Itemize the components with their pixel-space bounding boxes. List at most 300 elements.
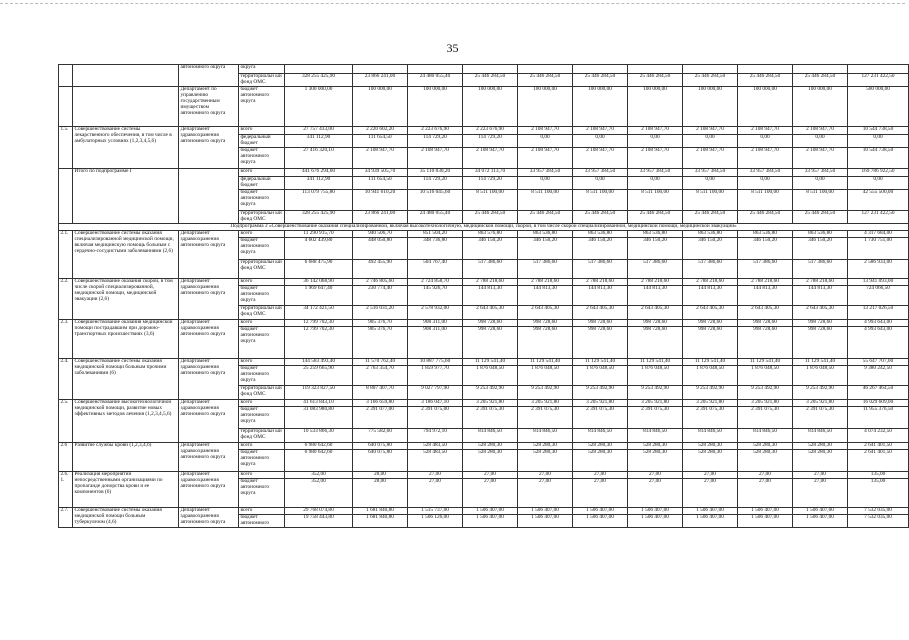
amount-cell: 2 746 805,60 (353, 279, 408, 286)
amount-cell: 27,00 (793, 472, 848, 479)
amount-cell: 100 000,00 (353, 87, 408, 127)
amount-cell: 27,00 (683, 479, 738, 508)
amount-cell: 33 957 384,50 (573, 169, 628, 177)
amount-cell: 863 536,80 (683, 231, 738, 238)
amount-cell: 25 446 284,50 (683, 74, 738, 87)
amount-cell: 3 205 921,80 (518, 400, 573, 407)
amount-cell: 2 391 077,00 (353, 407, 408, 429)
funding-source: бюджет автономного округа (239, 479, 285, 508)
budget-table-body (59, 65, 909, 528)
amount-cell: 25 446 284,50 (518, 211, 573, 224)
responsible-executor: Департамент здравоохранения автономного округа (179, 359, 239, 400)
funding-source: бюджет автономного округа (239, 87, 285, 127)
amount-cell: 25 446 284,50 (518, 74, 573, 87)
amount-cell: 2 108 947,70 (518, 127, 573, 135)
measure-name: Совершенствование системы оказания медицинской помощи больным туберкулезом (4,6) (73, 508, 179, 528)
amount-cell: 9 253 492,90 (573, 386, 628, 400)
amount-cell: 328 255 425,90 (285, 74, 353, 87)
amount-cell: 144 813,30 (628, 286, 683, 306)
amount-cell: 851 504,20 (408, 231, 463, 238)
amount-cell: 34 939 505,70 (353, 169, 408, 177)
amount-cell: 528 280,30 (738, 450, 793, 472)
funding-source: бюджет автономного округа (239, 450, 285, 472)
amount-cell: 1 681 840,80 (353, 508, 408, 515)
amount-cell: 441 676 294,60 (285, 169, 353, 177)
amount-cell: 2 108 947,70 (683, 127, 738, 135)
measure-name (73, 65, 179, 87)
funding-source: территориальн ый фонд ОМС (239, 260, 285, 279)
amount-cell: 0,00 (848, 135, 909, 148)
amount-cell: 2 108 947,70 (628, 148, 683, 169)
amount-cell: 863 576,80 (463, 231, 518, 238)
amount-cell: 0,00 (518, 135, 573, 148)
amount-cell: 528 280,30 (793, 450, 848, 472)
amount-cell: 1 506 407,00 (573, 515, 628, 528)
amount-cell: 24 480 055,40 (408, 74, 463, 87)
responsible-executor: Департамент здравоохранения автономного округа (179, 508, 239, 528)
funding-source: всего (239, 127, 285, 135)
amount-cell: 2 108 947,70 (793, 127, 848, 135)
amount-cell: 0,00 (793, 177, 848, 190)
amount-cell: 998 728,60 (573, 327, 628, 359)
funding-source: федеральный бюджет (239, 177, 285, 190)
funding-source: бюджет автономного округа (239, 238, 285, 260)
amount-cell: 1 969 647,40 (285, 286, 353, 306)
amount-cell: 1 876 048,50 (738, 366, 793, 386)
funding-source: всего (239, 472, 285, 479)
amount-cell: 25 446 284,50 (738, 211, 793, 224)
amount-cell: 346 150,20 (793, 238, 848, 260)
amount-cell: 0,00 (573, 135, 628, 148)
amount-cell: 4 602 439,80 (285, 238, 353, 260)
scan-edge-line (0, 3, 905, 4)
amount-cell: 27,00 (518, 479, 573, 508)
amount-cell: 111 654,50 (353, 177, 408, 190)
amount-cell: 10 941 610,20 (353, 190, 408, 211)
amount-cell: 8 511 100,00 (738, 190, 793, 211)
measure-name: Совершенствование оказания скорой, в том числе скорой специализированной, медицинской помощи, медицинской эвакуации (2,6) (73, 279, 179, 320)
amount-cell: 2 108 947,70 (408, 148, 463, 169)
amount-cell: 1 506 407,00 (793, 515, 848, 528)
amount-cell: 7 532 035,00 (848, 508, 909, 515)
responsible-executor: Департамент здравоохранения автономного округа (179, 320, 239, 359)
funding-source: всего (239, 169, 285, 177)
amount-cell: 27,00 (738, 479, 793, 508)
amount-cell: 33 957 384,50 (628, 169, 683, 177)
amount-cell: 528 280,30 (628, 450, 683, 472)
amount-cell: 25 446 284,50 (463, 211, 518, 224)
amount-cell: 2 516 031,20 (353, 306, 408, 320)
amount-cell: 55 647 707,00 (848, 359, 909, 366)
amount-cell: 2 788 218,60 (573, 279, 628, 286)
amount-cell: 35 110 830,20 (408, 169, 463, 177)
amount-cell: 114 729,20 (463, 135, 518, 148)
amount-cell: 13 217 026,50 (848, 306, 909, 320)
responsible-executor: Департамент здравоохранения автономного округа (179, 231, 239, 279)
amount-cell: 25 446 284,50 (628, 74, 683, 87)
funding-source: территориальн ый фонд ОМС (239, 74, 285, 87)
amount-cell: 998 728,60 (463, 327, 518, 359)
funding-source: всего (239, 231, 285, 238)
amount-cell: 33 957 384,50 (738, 169, 793, 177)
amount-cell: 998 728,60 (738, 327, 793, 359)
amount-cell: 2 108 947,70 (683, 148, 738, 169)
amount-cell: 2 643 405,30 (683, 306, 738, 320)
amount-cell: 11 129 541,40 (573, 359, 628, 366)
responsible-executor: Департамент здравоохранения автономного округа (179, 472, 239, 508)
funding-source: территориальн ый фонд ОМС (239, 211, 285, 224)
amount-cell: 0,00 (738, 135, 793, 148)
funding-source: федеральный бюджет (239, 135, 285, 148)
amount-cell: 0,00 (628, 135, 683, 148)
amount-cell: 6 980 642,60 (285, 450, 353, 472)
item-number (59, 87, 73, 127)
amount-cell: 2 108 947,70 (353, 148, 408, 169)
amount-cell: 10 887 775,60 (408, 359, 463, 366)
amount-cell: 9 253 492,90 (738, 386, 793, 400)
amount-cell: 998 728,60 (518, 320, 573, 327)
amount-cell: 33 957 384,50 (518, 169, 573, 177)
item-number: 2.5. (59, 400, 73, 443)
amount-cell: 4 993 643,00 (848, 327, 909, 359)
measure-name: Совершенствование системы оказания медицинской помощи больным прочими заболеваниями (6) (73, 359, 179, 400)
amount-cell: 998 728,60 (683, 327, 738, 359)
measure-name: Совершенствование оказания медицинской помощи пострадавшим при дорожно-транспортных происшествиях (3,6) (73, 320, 179, 359)
amount-cell: 1 506 407,00 (738, 508, 793, 515)
amount-cell: 1 506 407,00 (463, 515, 518, 528)
amount-cell: 100 000,00 (683, 87, 738, 127)
amount-cell: 998 728,60 (683, 320, 738, 327)
amount-cell: 27,00 (408, 479, 463, 508)
amount-cell: 8 511 100,00 (628, 190, 683, 211)
amount-cell: 3 205 921,80 (463, 400, 518, 407)
amount-cell: 10 533 866,30 (285, 429, 353, 443)
amount-cell: 27 416 320,10 (285, 148, 353, 169)
amount-cell: 12 799 702,30 (285, 320, 353, 327)
amount-cell: 528 280,30 (683, 450, 738, 472)
amount-cell: 0,00 (738, 177, 793, 190)
amount-cell: 2 643 405,30 (518, 306, 573, 320)
amount-cell: 517 386,60 (793, 260, 848, 279)
amount-cell: 8 511 100,00 (573, 190, 628, 211)
amount-cell: 4 317 684,00 (848, 231, 909, 238)
amount-cell: 863 536,80 (793, 231, 848, 238)
amount-cell: 528 280,30 (518, 443, 573, 450)
amount-cell: 517 386,60 (463, 260, 518, 279)
amount-cell: 42 555 500,00 (848, 190, 909, 211)
amount-cell: 528 280,30 (683, 443, 738, 450)
amount-cell: 25 446 284,50 (463, 74, 518, 87)
amount-cell: 1 506 407,00 (738, 515, 793, 528)
item-number: 2.3. (59, 320, 73, 359)
responsible-executor (179, 169, 239, 224)
amount-cell: 16 029 609,00 (848, 400, 909, 407)
item-number: 2.6.1. (59, 472, 73, 508)
amount-cell: 998 728,60 (573, 320, 628, 327)
amount-cell: 2 391 075,30 (738, 407, 793, 429)
amount-cell: 8 511 100,00 (683, 190, 738, 211)
amount-cell: 492 455,90 (353, 260, 408, 279)
amount-cell: 998 728,60 (793, 320, 848, 327)
amount-cell: 517 386,60 (628, 260, 683, 279)
amount-cell: 528 483,50 (408, 450, 463, 472)
amount-cell: 346 150,20 (628, 238, 683, 260)
funding-source: бюджет автономного округа (239, 366, 285, 386)
amount-cell: 100 000,00 (738, 87, 793, 127)
amount-cell: 640 075,80 (353, 443, 408, 450)
item-number: 2.1. (59, 231, 73, 279)
amount-cell: 100 000,00 (573, 87, 628, 127)
amount-cell: 2 643 405,30 (738, 306, 793, 320)
funding-source: всего (239, 279, 285, 286)
amount-cell: 2 788 218,60 (628, 279, 683, 286)
amount-cell: 1 876 048,50 (518, 366, 573, 386)
amount-cell: 144 813,30 (573, 286, 628, 306)
amount-cell: 2 788 218,60 (738, 279, 793, 286)
amount-cell: 346 150,20 (573, 238, 628, 260)
amount-cell: 2 108 947,70 (573, 148, 628, 169)
amount-cell: 2 724 858,70 (408, 279, 463, 286)
amount-cell: 814 846,50 (463, 429, 518, 443)
measure-name: Итого по подпрограмме I (73, 169, 179, 224)
amount-cell: 10 544 738,50 (848, 127, 909, 135)
amount-cell: 998 728,60 (628, 320, 683, 327)
amount-cell: 0,00 (683, 177, 738, 190)
amount-cell: 2 391 075,30 (463, 407, 518, 429)
amount-cell: 528 280,30 (628, 443, 683, 450)
amount-cell: 11 129 541,40 (463, 359, 518, 366)
amount-cell: 814 846,50 (518, 429, 573, 443)
amount-cell: 11 129 541,40 (793, 359, 848, 366)
amount-cell: 6 980 642,60 (285, 443, 353, 450)
amount-cell: 25 446 284,50 (738, 74, 793, 87)
amount-cell: 25 446 284,50 (793, 74, 848, 87)
amount-cell: 2 788 218,60 (683, 279, 738, 286)
funding-source: бюджет автономного округа (239, 148, 285, 169)
measure-name (73, 87, 179, 127)
amount-cell: 1 506 407,00 (518, 508, 573, 515)
amount-cell: 119 323 827,50 (285, 386, 353, 400)
amount-cell: 24 480 055,40 (408, 211, 463, 224)
amount-cell: 114 729,20 (463, 177, 518, 190)
amount-cell: 27,00 (463, 472, 518, 479)
amount-cell: 908 311,00 (408, 320, 463, 327)
amount-cell: 775 582,60 (353, 429, 408, 443)
amount-cell: 8 511 100,00 (518, 190, 573, 211)
amount-cell: 6 688 475,90 (285, 260, 353, 279)
item-number: 2.7. (59, 508, 73, 528)
amount-cell: 1 876 048,50 (628, 366, 683, 386)
amount-cell: 11 129 541,40 (628, 359, 683, 366)
amount-cell: 2 788 218,60 (463, 279, 518, 286)
amount-cell: 2 391 075,00 (408, 407, 463, 429)
item-number: 1.5. (59, 127, 73, 169)
amount-cell: 346 150,20 (683, 238, 738, 260)
amount-cell: 908 311,00 (408, 327, 463, 359)
amount-cell: 11 290 915,70 (285, 231, 353, 238)
amount-cell: 328 255 425,90 (285, 211, 353, 224)
amount-cell: 100 000,00 (518, 87, 573, 127)
amount-cell: 2 643 405,30 (573, 306, 628, 320)
responsible-executor: Департамент здравоохранения автономного округа (179, 279, 239, 320)
amount-cell: 2 578 932,00 (408, 306, 463, 320)
responsible-executor: автономного округа (179, 65, 239, 87)
amount-cell: 28,00 (353, 479, 408, 508)
amount-cell: 2 108 947,70 (738, 148, 793, 169)
amount-cell: 528 280,30 (573, 450, 628, 472)
amount-cell: 352,00 (285, 472, 353, 479)
amount-cell: 504 767,40 (408, 260, 463, 279)
item-number: 2.6 (59, 443, 73, 472)
amount-cell: 863 536,80 (628, 231, 683, 238)
amount-cell: 1 876 048,50 (683, 366, 738, 386)
amount-cell: 11 570 762,40 (353, 359, 408, 366)
amount-cell: 25 446 284,50 (793, 211, 848, 224)
funding-source: всего (239, 359, 285, 366)
amount-cell: 34 072 113,70 (463, 169, 518, 177)
amount-cell: 3 186 047,10 (408, 400, 463, 407)
amount-cell: 814 846,50 (683, 429, 738, 443)
amount-cell: 36 142 068,90 (285, 279, 353, 286)
amount-cell: 9 253 492,90 (463, 386, 518, 400)
amount-cell: 135,00 (848, 479, 909, 508)
amount-cell: 2 391 075,30 (683, 407, 738, 429)
amount-cell: 2 391 075,30 (518, 407, 573, 429)
funding-source: территориальн ый фонд ОМС (239, 429, 285, 443)
amount-cell: 169 786 922,50 (848, 169, 909, 177)
amount-cell: 27,00 (573, 472, 628, 479)
amount-cell: 27,00 (628, 479, 683, 508)
amount-cell: 528 280,30 (463, 450, 518, 472)
amount-cell: 814 846,50 (738, 429, 793, 443)
funding-source: территориальн ый фонд ОМС (239, 386, 285, 400)
amount-cell: 135,00 (848, 472, 909, 479)
amount-cell: 863 536,80 (518, 231, 573, 238)
amount-cell: 1 506 407,00 (628, 515, 683, 528)
item-number: 2.4. (59, 359, 73, 400)
amount-cell: 2 641 401,50 (848, 450, 909, 472)
item-number: 2.2. (59, 279, 73, 320)
amount-cell: 25 446 284,50 (683, 211, 738, 224)
amount-cell: 11 129 541,40 (738, 359, 793, 366)
measure-name: Совершенствование системы лекарственного обеспечения, в том числе в амбулаторных условиях (1,2,3,4,5,6) (73, 127, 179, 169)
amount-cell: 27 757 433,00 (285, 127, 353, 135)
amount-cell: 517 386,60 (683, 260, 738, 279)
amount-cell: 0,00 (518, 177, 573, 190)
measure-name: Совершенствование высокотехнологичной медицинской помощи, развитие новых эффективных методов лечения (1,2,3,4,5,6) (73, 400, 179, 443)
responsible-executor: Департамент здравоохранения автономного округа (179, 127, 239, 169)
amount-cell: 1 506 126,00 (408, 515, 463, 528)
funding-source: бюджет автономного округа (239, 327, 285, 359)
amount-cell: 27,00 (683, 472, 738, 479)
amount-cell: 528 483,50 (408, 443, 463, 450)
funding-source: территориальн ый фонд ОМС (239, 306, 285, 320)
amount-cell: 1 300 000,00 (285, 87, 353, 127)
amount-cell: 33 957 384,50 (683, 169, 738, 177)
amount-cell: 27,00 (518, 472, 573, 479)
amount-cell: 144 813,30 (463, 286, 518, 306)
amount-cell: 1 515 737,00 (408, 508, 463, 515)
amount-cell: 145 926,70 (408, 286, 463, 306)
amount-cell: 2 763 354,70 (353, 366, 408, 386)
amount-cell: 517 386,60 (738, 260, 793, 279)
amount-cell: 2 223 676,90 (463, 127, 518, 135)
amount-cell: 25 446 284,50 (573, 211, 628, 224)
amount-cell: 2 108 947,70 (573, 127, 628, 135)
amount-cell: 1 876 048,50 (793, 366, 848, 386)
amount-cell: 3 205 921,80 (738, 400, 793, 407)
amount-cell: 114 729,20 (408, 177, 463, 190)
amount-cell: 1 859 977,70 (408, 366, 463, 386)
amount-cell: 11 129 541,40 (683, 359, 738, 366)
amount-cell: 863 536,80 (738, 231, 793, 238)
amount-cell: 2 586 933,00 (848, 260, 909, 279)
page-number: 35 (446, 41, 459, 55)
funding-source: бюджет автономного (239, 515, 285, 528)
amount-cell: 27,00 (463, 479, 518, 508)
amount-cell: 114 729,20 (408, 135, 463, 148)
responsible-executor: Департамент по управлению государственным имуществом автономного округа (179, 87, 239, 127)
funding-source: бюджет автономного округа (239, 407, 285, 429)
amount-cell: 0,00 (573, 177, 628, 190)
amount-cell: 3 205 921,80 (628, 400, 683, 407)
amount-cell: 113 079 755,80 (285, 190, 353, 211)
amount-cell: 127 231 422,50 (848, 74, 909, 87)
amount-cell: 341 112,90 (285, 135, 353, 148)
amount-cell: 46 267 464,50 (848, 386, 909, 400)
amount-cell: 517 386,60 (573, 260, 628, 279)
amount-cell: 2 108 947,70 (628, 127, 683, 135)
amount-cell: 23 866 241,00 (353, 211, 408, 224)
amount-cell: 144 813,30 (738, 286, 793, 306)
amount-cell: 34 172 421,50 (285, 306, 353, 320)
amount-cell: 0,00 (683, 135, 738, 148)
amount-cell: 4 993 643,00 (848, 320, 909, 327)
amount-cell: 12 799 702,30 (285, 327, 353, 359)
amount-cell: 27,00 (793, 479, 848, 508)
funding-source: всего (239, 443, 285, 450)
item-number (59, 65, 73, 87)
amount-cell: 11 129 541,40 (518, 359, 573, 366)
funding-source: бюджет автономного округа (239, 190, 285, 211)
amount-cell: 144 813,30 (793, 286, 848, 306)
amount-cell: 7 532 035,00 (848, 515, 909, 528)
amount-cell: 998 728,60 (463, 320, 518, 327)
amount-cell: 100 000,00 (408, 87, 463, 127)
amount-cell: 10 544 738,50 (848, 148, 909, 169)
amount-cell: 9 253 492,90 (518, 386, 573, 400)
amount-cell: 1 506 407,00 (683, 508, 738, 515)
amount-cell: 0,00 (628, 177, 683, 190)
amount-cell: 100 000,00 (463, 87, 518, 127)
amount-cell: 28,00 (353, 472, 408, 479)
subprogram-heading: Подпрограмма 2 «Совершенствование оказания специализированной, включая высокотехнологичную, медицинской помощи, скорой, в том числе скорой специализированной, медицинской помощи, медицинской эвакуации» (59, 224, 909, 231)
amount-cell: 814 846,50 (793, 429, 848, 443)
amount-cell: 27,00 (628, 472, 683, 479)
amount-cell: 41 613 843,10 (285, 400, 353, 407)
funding-source: всего (239, 400, 285, 407)
amount-cell: 528 280,30 (738, 443, 793, 450)
amount-cell: 528 280,30 (518, 450, 573, 472)
amount-cell: 9 253 492,90 (683, 386, 738, 400)
responsible-executor: Департамент здравоохранения автономного округа (179, 443, 239, 472)
amount-cell: 2 220 602,20 (353, 127, 408, 135)
amount-cell: 794 972,10 (408, 429, 463, 443)
amount-cell: 29 768 074,80 (285, 508, 353, 515)
amount-cell: 111 654,50 (353, 135, 408, 148)
amount-cell: 144 813,30 (518, 286, 573, 306)
amount-cell: 528 280,30 (793, 443, 848, 450)
